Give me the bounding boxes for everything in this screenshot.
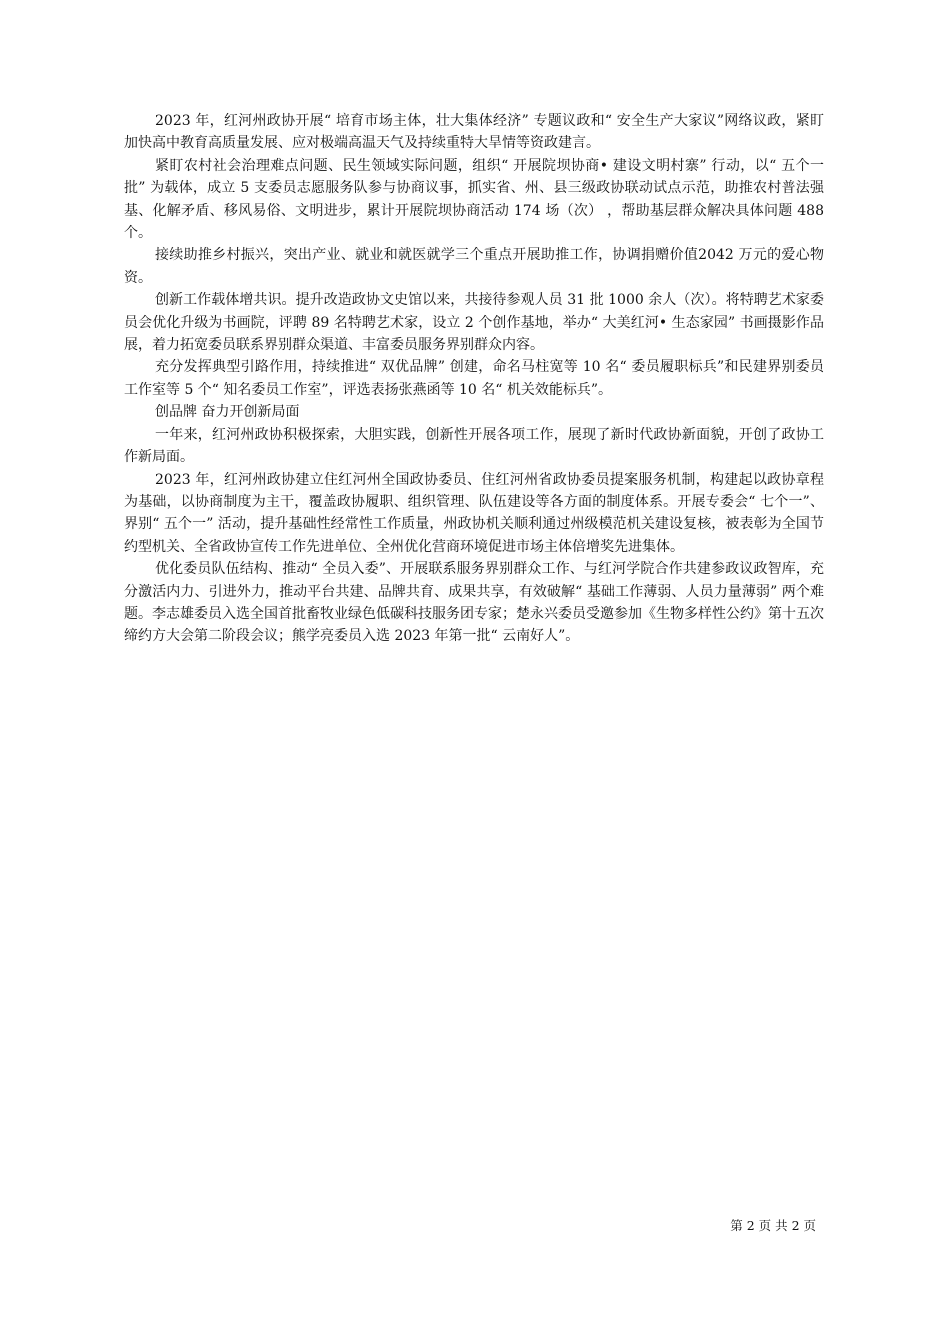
paragraph: 2023 年，红河州政协开展“ 培育市场主体，壮大集体经济” 专题议政和“ 安全生产大家议”网络议政，紧盯加快高中教育高质量发展、应对极端高温天气及持续重特大旱情等资政建言。 — [124, 113, 824, 152]
paragraph: 创新工作载体增共识。提升改造政协文史馆以来，共接待参观人员 31 批 1000 余人（次）。将特聘艺术家委员会优化升级为书画院，评聘 89 名特聘艺术家，设立 2 个创作基地，举办“ 大美红河• 生态家园” 书画摄影作品展，着力拓宽委员联系界别群众渠道、丰富委员服务界别群众内容。 — [124, 292, 824, 354]
paragraph: 一年来，红河州政协积极探索，大胆实践，创新性开展各项工作，展现了新时代政协新面貌，开创了政协工作新局面。 — [124, 426, 824, 466]
page-number: 第 2 页 共 2 页 — [730, 1218, 816, 1233]
section-heading: 创品牌 奋力开创新局面 — [155, 404, 300, 421]
paragraph: 优化委员队伍结构、推动“ 全员入委”、开展联系服务界别群众工作、与红河学院合作共建参政议政智库，充分激活内力、引进外力，推动平台共建、品牌共育、成果共享，有效破解“ 基础工作薄弱、人员力量薄弱” 两个难题。李志雄委员入选全国首批畜牧业绿色低碳科技服务团专家；楚永兴委员受邀参加《生物多样性公约》第十五次缔约方大会第二阶段会议；熊学亮委员入选 2023 年第一批“ 云南好人”。 — [124, 561, 824, 645]
paragraph: 充分发挥典型引路作用，持续推进“ 双优品牌” 创建，命名马柱宽等 10 名“ 委员履职标兵”和民建界别委员工作室等 5 个“ 知名委员工作室”，评选表扬张燕函等 10 名“ 机关效能标兵”。 — [124, 359, 824, 398]
paragraph: 紧盯农村社会治理难点问题、民生领域实际问题，组织“ 开展院坝协商• 建设文明村寨” 行动，以“ 五个一批” 为载体，成立 5 支委员志愿服务队参与协商议事，抓实省、州、县三级政协联动试点示范，助推农村普法强基、化解矛盾、移风易俗、文明进步，累计开展院坝协商活动 174 场（次） ，帮助基层群众解决具体问题 488 个。 — [124, 157, 824, 242]
paragraph: 2023 年，红河州政协建立住红河州全国政协委员、住红河州省政协委员提案服务机制，构建起以政协章程为基础，以协商制度为主干，覆盖政协履职、组织管理、队伍建设等各方面的制度体系。开展专委会“ 七个一”、界别“ 五个一” 活动，提升基础性经常性工作质量，州政协机关顺利通过州级模范机关建设复核，被表彰为全国节约型机关、全省政协宣传工作先进单位、全州优化营商环境促进市场主体倍增奖先进集体。 — [124, 471, 824, 555]
paragraph: 接续助推乡村振兴，突出产业、就业和就医就学三个重点开展助推工作，协调捐赠价值2042 万元的爱心物资。 — [124, 247, 824, 286]
document-body — [124, 110, 824, 648]
